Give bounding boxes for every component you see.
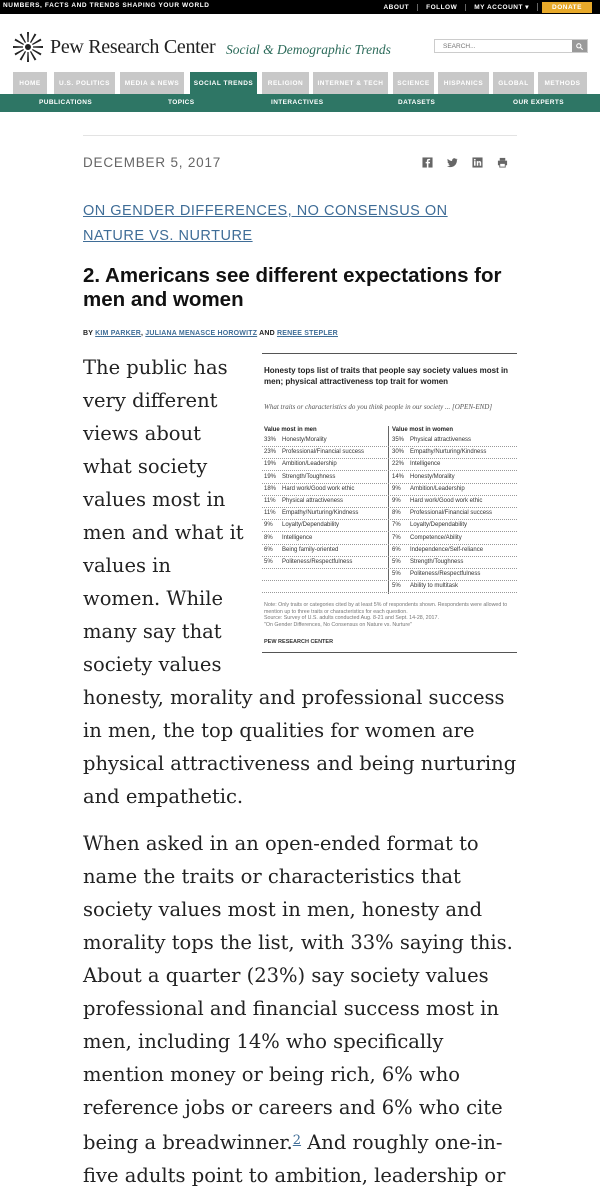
women-pct: 5% bbox=[392, 571, 401, 578]
print-icon[interactable] bbox=[497, 157, 508, 168]
author-link[interactable]: RENEE STEPLER bbox=[276, 330, 338, 337]
chart-row bbox=[262, 569, 517, 581]
chart-row bbox=[262, 496, 517, 508]
about-link[interactable]: ABOUT bbox=[375, 4, 418, 11]
women-trait: Physical attractiveness bbox=[410, 437, 472, 443]
sub-nav bbox=[0, 94, 600, 112]
share-buttons bbox=[422, 157, 508, 168]
paragraph bbox=[83, 827, 523, 1192]
chart-row bbox=[262, 508, 517, 520]
chart-row bbox=[262, 484, 517, 496]
paragraph-text: And roughly one-in-five adults point to ambition, leadership or bbox=[83, 1131, 506, 1187]
men-trait: Loyalty/Dependability bbox=[282, 522, 340, 529]
chart-row bbox=[262, 557, 517, 569]
men-trait: Strength/Toughness bbox=[282, 473, 336, 480]
men-pct: 11% bbox=[264, 498, 276, 504]
men-pct: 33% bbox=[264, 437, 277, 443]
chart-source: Source: Survey of U.S. adults conducted Aug. 8-21 and Sept. 14-28, 2017. bbox=[264, 615, 439, 621]
men-trait: Hard work/Good work ethic bbox=[282, 485, 355, 492]
women-pct: 6% bbox=[392, 546, 401, 553]
women-pct: 9% bbox=[392, 485, 401, 492]
top-links bbox=[375, 0, 592, 14]
men-trait: Being family-oriented bbox=[282, 546, 339, 553]
men-pct: 18% bbox=[264, 485, 277, 492]
chart-title: Honesty tops list of traits that people say society values most in men; physical attractiveness top trait for women bbox=[264, 366, 509, 386]
chart-row bbox=[262, 533, 517, 545]
paragraph-text: When asked in an open-ended format to name the traits or characteristics that society values most in men, honesty and morality tops the list, with 33% saying this. About a quarter (23%) say society values professional and financial success most in men, including 14% who specifically mention money or being rich, 6% who reference jobs or careers and 6% who cite being a breadwinner. bbox=[83, 832, 513, 1154]
author-link[interactable]: JULIANA MENASCE HOROWITZ bbox=[145, 330, 258, 337]
tab-media-news[interactable]: MEDIA & NEWS bbox=[120, 72, 186, 94]
women-pct: 7% bbox=[392, 534, 401, 541]
women-trait: Politeness/Respectfulness bbox=[410, 571, 481, 578]
chart-row bbox=[262, 472, 517, 484]
women-pct: 9% bbox=[392, 498, 401, 504]
chart-row bbox=[262, 520, 517, 532]
main-nav bbox=[0, 72, 600, 94]
site-logo-text[interactable]: Pew Research Center bbox=[50, 36, 216, 58]
women-trait: Honesty/Morality bbox=[410, 473, 455, 480]
women-trait: Ambition/Leadership bbox=[410, 485, 465, 492]
twitter-icon[interactable] bbox=[447, 157, 458, 168]
follow-link[interactable]: FOLLOW bbox=[418, 4, 466, 11]
pew-logo-icon[interactable] bbox=[13, 32, 43, 62]
parent-report-link[interactable]: ON GENDER DIFFERENCES, NO CONSENSUS ON NATURE VS. NURTURE bbox=[83, 203, 448, 244]
paragraph: The public has very different views about what society values most in men and what it values in women. While many say that society values honesty, morality and professional success in men, the top qualities for women are physical attractiveness and being nurturing and empathetic. bbox=[83, 356, 517, 808]
chart-note-text: Note: Only traits or categories cited by at least 5% of respondents shown. Respondents were allowed to mention up to three traits or characteristics for each question. bbox=[264, 602, 508, 615]
men-trait: Intelligence bbox=[282, 534, 313, 541]
women-trait: Ability to multitask bbox=[410, 583, 459, 590]
women-trait: Hard work/Good work ethic bbox=[410, 498, 483, 504]
chart-brand: PEW RESEARCH CENTER bbox=[264, 639, 334, 645]
divider bbox=[83, 135, 517, 136]
subnav-datasets[interactable]: DATASETS bbox=[398, 99, 436, 106]
men-pct: 5% bbox=[264, 559, 273, 565]
women-trait: Competence/Ability bbox=[410, 534, 462, 541]
women-trait: Independence/Self-reliance bbox=[410, 546, 484, 553]
women-trait: Intelligence bbox=[410, 461, 441, 468]
section-name[interactable]: Social & Demographic Trends bbox=[226, 42, 391, 57]
tab-home[interactable]: HOME bbox=[13, 72, 49, 94]
tab-us-politics[interactable]: U.S. POLITICS bbox=[54, 72, 117, 94]
byline-and: AND bbox=[259, 330, 275, 337]
women-trait: Professional/Financial success bbox=[410, 510, 493, 517]
men-trait: Ambition/Leadership bbox=[282, 461, 337, 468]
linkedin-icon[interactable] bbox=[472, 157, 483, 168]
women-trait: Empathy/Nurturing/Kindness bbox=[410, 449, 487, 456]
tab-global[interactable]: GLOBAL bbox=[493, 72, 536, 94]
chart-row bbox=[262, 581, 517, 593]
men-pct: 8% bbox=[264, 534, 273, 541]
footnote-link[interactable]: 2 bbox=[292, 1133, 302, 1148]
men-trait: Politeness/Respectfulness bbox=[282, 559, 353, 565]
women-pct: 14% bbox=[392, 473, 405, 480]
men-pct: 19% bbox=[264, 461, 277, 468]
tab-methods[interactable]: METHODS bbox=[538, 72, 589, 94]
facebook-icon[interactable] bbox=[422, 157, 433, 168]
tab-science[interactable]: SCIENCE bbox=[393, 72, 436, 94]
tab-internet-tech[interactable]: INTERNET & TECH bbox=[313, 72, 390, 94]
women-trait: Strength/Toughness bbox=[410, 559, 464, 565]
chart-row bbox=[262, 545, 517, 557]
chart-row bbox=[262, 447, 517, 459]
men-pct: 6% bbox=[264, 546, 273, 553]
women-pct: 35% bbox=[392, 437, 405, 443]
men-pct: 19% bbox=[264, 473, 277, 480]
men-trait: Professional/Financial success bbox=[282, 449, 365, 456]
subnav-interactives[interactable]: INTERACTIVES bbox=[271, 99, 324, 106]
chart-row bbox=[262, 435, 517, 447]
search-button[interactable] bbox=[572, 40, 587, 52]
byline bbox=[83, 330, 338, 337]
tab-social-trends[interactable]: SOCIAL TRENDS bbox=[190, 72, 259, 94]
women-column-header: Value most in women bbox=[392, 427, 454, 433]
women-pct: 8% bbox=[392, 510, 401, 517]
search-icon bbox=[576, 43, 583, 50]
subnav-topics[interactable]: TOPICS bbox=[168, 99, 195, 106]
byline-prefix: BY bbox=[83, 330, 93, 337]
subnav-our-experts[interactable]: OUR EXPERTS bbox=[513, 99, 564, 106]
women-pct: 22% bbox=[392, 461, 405, 468]
men-pct: 23% bbox=[264, 449, 277, 456]
page-title: 2. Americans see different expectations for men and women bbox=[83, 264, 502, 311]
my-account-menu[interactable]: MY ACCOUNT ▾ bbox=[466, 3, 538, 11]
chart-row bbox=[262, 459, 517, 471]
women-pct: 5% bbox=[392, 583, 401, 590]
chart-question: What traits or characteristics do you think people in our society ... [OPEN-END] bbox=[264, 403, 493, 411]
article-date: DECEMBER 5, 2017 bbox=[83, 155, 222, 170]
women-pct: 5% bbox=[392, 559, 401, 565]
men-trait: Honesty/Morality bbox=[282, 437, 327, 443]
men-pct: 11% bbox=[264, 510, 276, 517]
author-link[interactable]: KIM PARKER bbox=[95, 330, 141, 337]
women-pct: 7% bbox=[392, 522, 401, 529]
top-bar bbox=[0, 0, 600, 14]
tab-religion[interactable]: RELIGION bbox=[262, 72, 311, 94]
site-header bbox=[0, 14, 600, 74]
men-trait: Empathy/Nurturing/Kindness bbox=[282, 510, 359, 517]
site-tagline: NUMBERS, FACTS AND TRENDS SHAPING YOUR WORLD bbox=[3, 2, 210, 9]
traits-chart[interactable] bbox=[262, 353, 517, 653]
tab-hispanics[interactable]: HISPANICS bbox=[438, 72, 491, 94]
chart-report-ref: "On Gender Differences, No Consensus on Nature vs. Nurture" bbox=[264, 621, 412, 628]
men-trait: Physical attractiveness bbox=[282, 498, 344, 504]
donate-button[interactable]: DONATE bbox=[542, 2, 592, 13]
women-trait: Loyalty/Dependability bbox=[410, 522, 468, 529]
search-box bbox=[434, 39, 588, 53]
chart-note bbox=[264, 602, 514, 628]
men-column-header: Value most in men bbox=[264, 427, 317, 433]
byline-separator: , bbox=[140, 330, 144, 337]
men-pct: 9% bbox=[264, 522, 273, 529]
women-pct: 30% bbox=[392, 449, 405, 456]
search-input[interactable] bbox=[435, 40, 573, 52]
subnav-publications[interactable]: PUBLICATIONS bbox=[39, 99, 93, 106]
